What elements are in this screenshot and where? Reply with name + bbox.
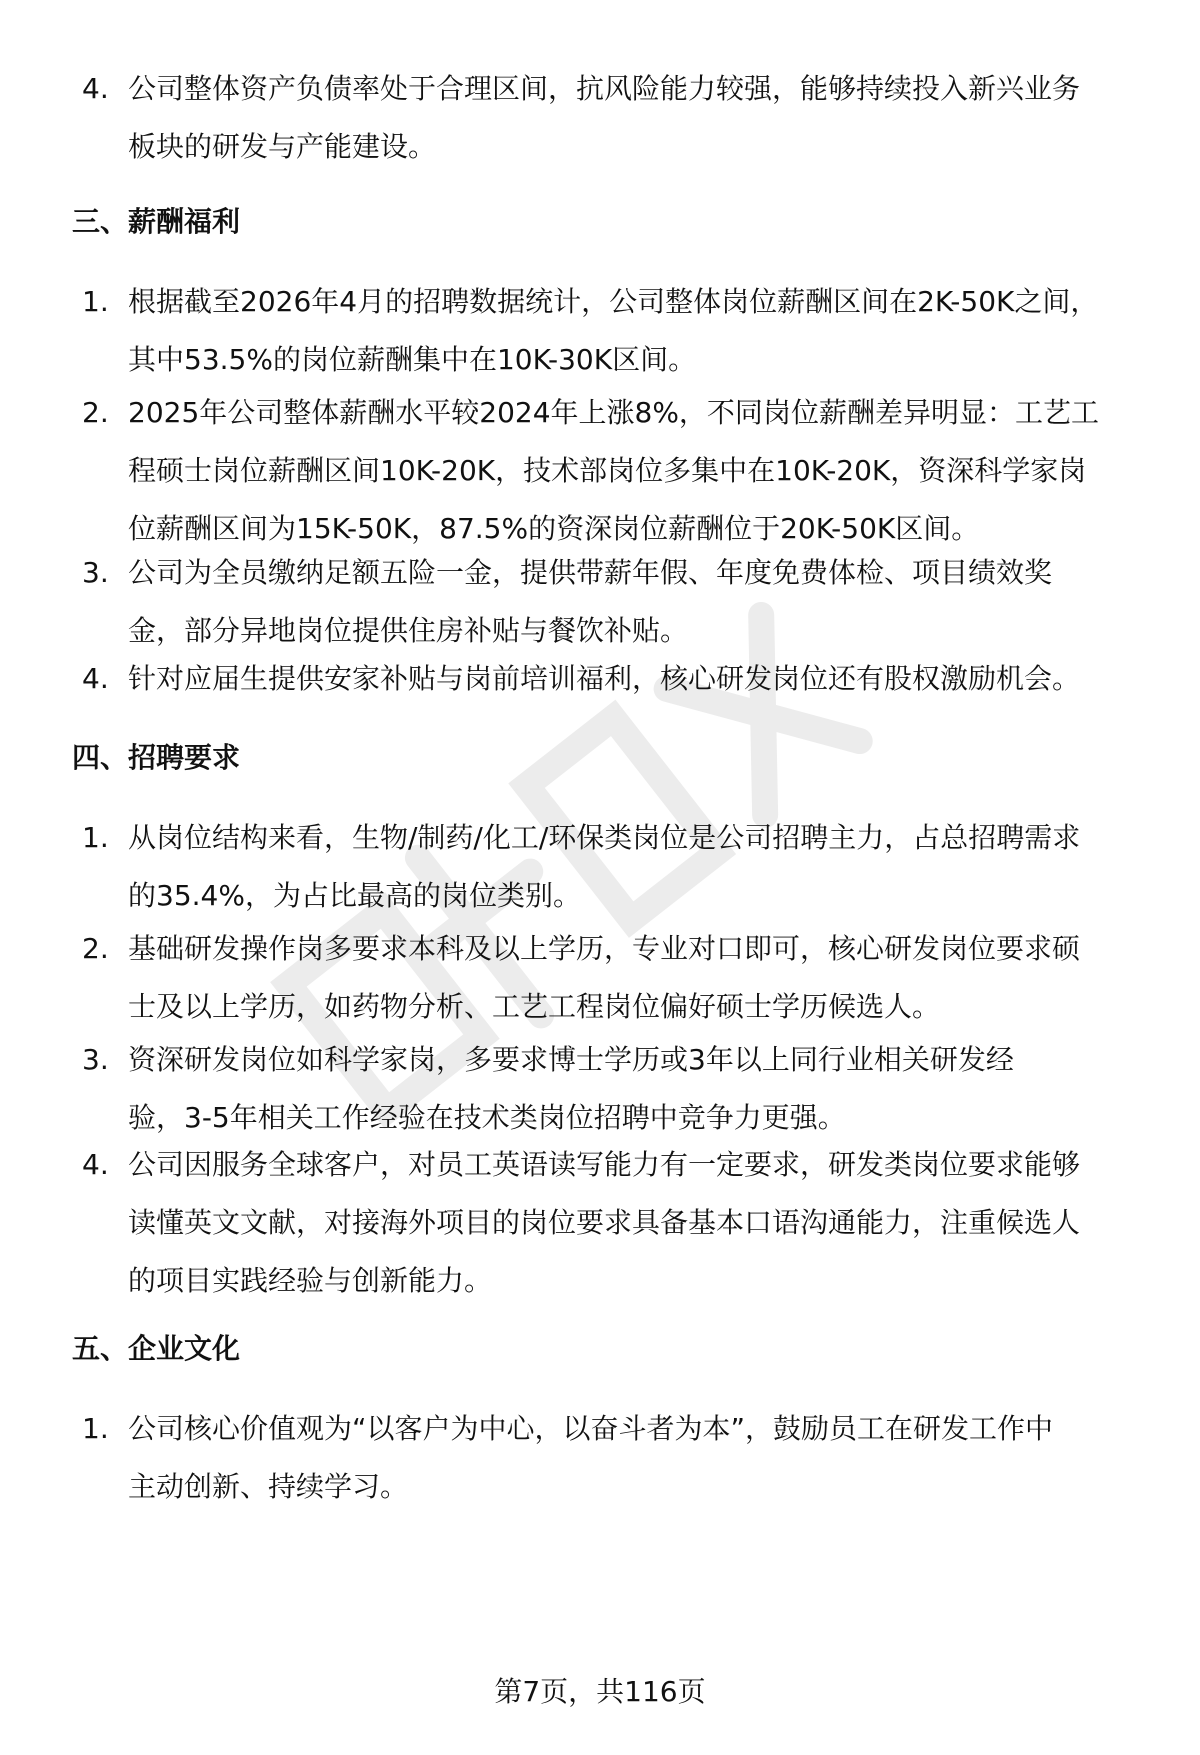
list-item-text-line: 验，3-5年相关工作经验在技术类岗位招聘中竞争力更强。 xyxy=(128,1101,846,1134)
list-item xyxy=(82,809,1142,925)
list-item-text-line: 2025年公司整体薪酬水平较2024年上涨8%，不同岗位薪酬差异明显：工艺工 xyxy=(128,396,1099,429)
list-item-number: 2. xyxy=(82,396,109,429)
list-item-text-line: 公司核心价值观为“以客户为中心，以奋斗者为本”，鼓励员工在研发工作中 xyxy=(128,1412,1054,1445)
list-item xyxy=(82,384,1142,558)
list-item-number: 3. xyxy=(82,556,109,589)
list-item-text-line: 板块的研发与产能建设。 xyxy=(128,130,437,163)
list-item-text-line: 的35.4%，为占比最高的岗位类别。 xyxy=(128,879,581,912)
list-item-number: 1. xyxy=(82,1412,109,1445)
section-heading: 三、薪酬福利 xyxy=(72,205,241,238)
list-item-text-line: 程硕士岗位薪酬区间10K-20K，技术部岗位多集中在10K-20K，资深科学家岗 xyxy=(128,454,1087,487)
list-item xyxy=(82,920,1142,1036)
list-item-text-line: 资深研发岗位如科学家岗，多要求博士学历或3年以上同行业相关研发经 xyxy=(128,1043,1014,1076)
list-item xyxy=(82,544,1142,660)
list-item-number: 1. xyxy=(82,821,109,854)
list-item-text-line: 公司因服务全球客户，对员工英语读写能力有一定要求，研发类岗位要求能够 xyxy=(128,1148,1081,1181)
list-item-text-line: 从岗位结构来看，生物/制药/化工/环保类岗位是公司招聘主力，占总招聘需求 xyxy=(128,821,1081,854)
list-item-text-line: 公司整体资产负债率处于合理区间，抗风险能力较强，能够持续投入新兴业务 xyxy=(128,72,1081,105)
list-item-number: 1. xyxy=(82,285,109,318)
list-item-text-line: 金，部分异地岗位提供住房补贴与餐饮补贴。 xyxy=(128,614,689,647)
list-item xyxy=(82,60,1142,176)
list-item-text-line: 根据截至2026年4月的招聘数据统计，公司整体岗位薪酬区间在2K-50K之间， xyxy=(128,285,1099,318)
list-item-text-line: 主动创新、持续学习。 xyxy=(128,1470,409,1503)
list-item xyxy=(82,650,1142,708)
list-item-text-line: 其中53.5%的岗位薪酬集中在10K-30K区间。 xyxy=(128,343,697,376)
list-item-number: 2. xyxy=(82,932,109,965)
list-item xyxy=(82,1031,1142,1147)
list-item-text-line: 读懂英文文献，对接海外项目的岗位要求具备基本口语沟通能力，注重候选人 xyxy=(128,1206,1081,1239)
list-item xyxy=(82,273,1142,389)
list-item-number: 3. xyxy=(82,1043,109,1076)
list-item-text-line: 位薪酬区间为15K-50K，87.5%的资深岗位薪酬位于20K-50K区间。 xyxy=(128,512,980,545)
list-item-text-line: 的项目实践经验与创新能力。 xyxy=(128,1264,493,1297)
list-item-number: 4. xyxy=(82,1148,109,1181)
list-item xyxy=(82,1136,1142,1310)
list-item-number: 4. xyxy=(82,72,109,105)
section-heading: 四、招聘要求 xyxy=(72,741,241,774)
list-item-text-line: 针对应届生提供安家补贴与岗前培训福利，核心研发岗位还有股权激励机会。 xyxy=(128,662,1081,695)
list-item-text-line: 公司为全员缴纳足额五险一金，提供带薪年假、年度免费体检、项目绩效奖 xyxy=(128,556,1053,589)
list-item-text-line: 基础研发操作岗多要求本科及以上学历，专业对口即可，核心研发岗位要求硕 xyxy=(128,932,1081,965)
section-heading: 五、企业文化 xyxy=(72,1332,241,1365)
list-item-text-line: 士及以上学历，如药物分析、工艺工程岗位偏好硕士学历候选人。 xyxy=(128,990,941,1023)
list-item-number: 4. xyxy=(82,662,109,695)
list-item xyxy=(82,1400,1142,1516)
page-footer: 第7页，共116页 xyxy=(494,1675,706,1708)
